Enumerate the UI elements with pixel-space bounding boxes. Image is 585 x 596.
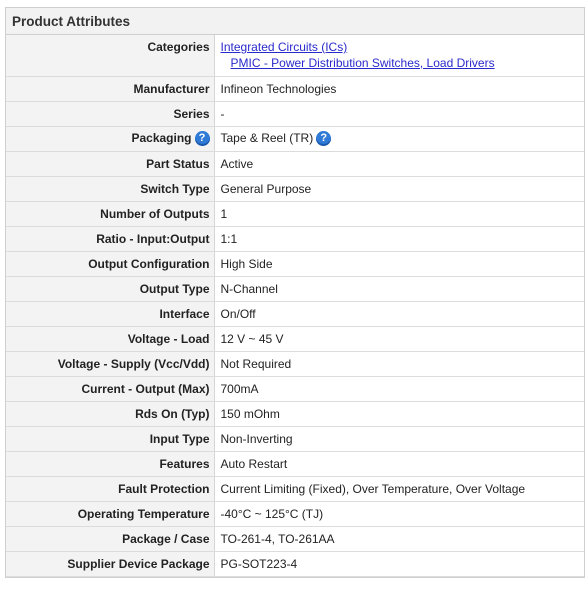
attribute-label: Manufacturer [6,76,214,101]
attribute-label: Output Configuration [6,251,214,276]
table-row [6,126,584,151]
table-row [6,376,584,401]
attribute-value: 1:1 [214,226,584,251]
attribute-label: Ratio - Input:Output [6,226,214,251]
attribute-value: Current Limiting (Fixed), Over Temperature, Over Voltage [214,476,584,501]
attribute-label [6,126,214,151]
table-row [6,76,584,101]
table-row [6,351,584,376]
table-row [6,526,584,551]
attribute-label: Package / Case [6,526,214,551]
attribute-label: Fault Protection [6,476,214,501]
attribute-value: N-Channel [214,276,584,301]
help-icon[interactable]: ? [195,131,210,146]
table-row [6,201,584,226]
table-row [6,451,584,476]
attribute-value: General Purpose [214,176,584,201]
attribute-value [214,35,584,76]
attribute-value: -40°C ~ 125°C (TJ) [214,501,584,526]
table-row [6,501,584,526]
attribute-value-text: Tape & Reel (TR) [220,130,314,145]
table-row [6,176,584,201]
attribute-label: Voltage - Load [6,326,214,351]
table-row [6,151,584,176]
attribute-value: 1 [214,201,584,226]
table-row [6,401,584,426]
attribute-value: Not Required [214,351,584,376]
attribute-label: Part Status [6,151,214,176]
attribute-label: Features [6,451,214,476]
attribute-label: Series [6,101,214,126]
attribute-value: - [214,101,584,126]
attribute-value: Auto Restart [214,451,584,476]
table-row [6,276,584,301]
table-row [6,551,584,576]
attribute-label: Operating Temperature [6,501,214,526]
table-row [6,476,584,501]
category-link-ics[interactable]: Integrated Circuits (ICs) [220,40,348,54]
attribute-value: On/Off [214,301,584,326]
attribute-value: High Side [214,251,584,276]
attribute-value: 12 V ~ 45 V [214,326,584,351]
table-row [6,301,584,326]
table-row [6,251,584,276]
attribute-value: Non-Inverting [214,426,584,451]
attributes-table [6,35,584,577]
attribute-label: Voltage - Supply (Vcc/Vdd) [6,351,214,376]
table-row [6,101,584,126]
attribute-label: Current - Output (Max) [6,376,214,401]
help-icon[interactable]: ? [316,131,331,146]
attribute-label: Output Type [6,276,214,301]
attribute-label: Categories [6,35,214,76]
attribute-value [214,126,584,151]
attribute-value: PG-SOT223-4 [214,551,584,576]
table-row [6,226,584,251]
table-row [6,35,584,76]
attribute-value: TO-261-4, TO-261AA [214,526,584,551]
category-link-pmic[interactable]: PMIC - Power Distribution Switches, Load Drivers [230,56,495,70]
attribute-value: 700mA [214,376,584,401]
panel-title: Product Attributes [6,8,584,35]
product-attributes-panel [5,7,585,578]
attribute-label: Number of Outputs [6,201,214,226]
attribute-value: 150 mOhm [214,401,584,426]
attribute-label: Switch Type [6,176,214,201]
attribute-value: Infineon Technologies [214,76,584,101]
attribute-value: Active [214,151,584,176]
attribute-label: Supplier Device Package [6,551,214,576]
table-row [6,326,584,351]
attribute-label: Input Type [6,426,214,451]
table-row [6,426,584,451]
attribute-label-text: Packaging [131,130,192,145]
attribute-label: Interface [6,301,214,326]
attribute-label: Rds On (Typ) [6,401,214,426]
